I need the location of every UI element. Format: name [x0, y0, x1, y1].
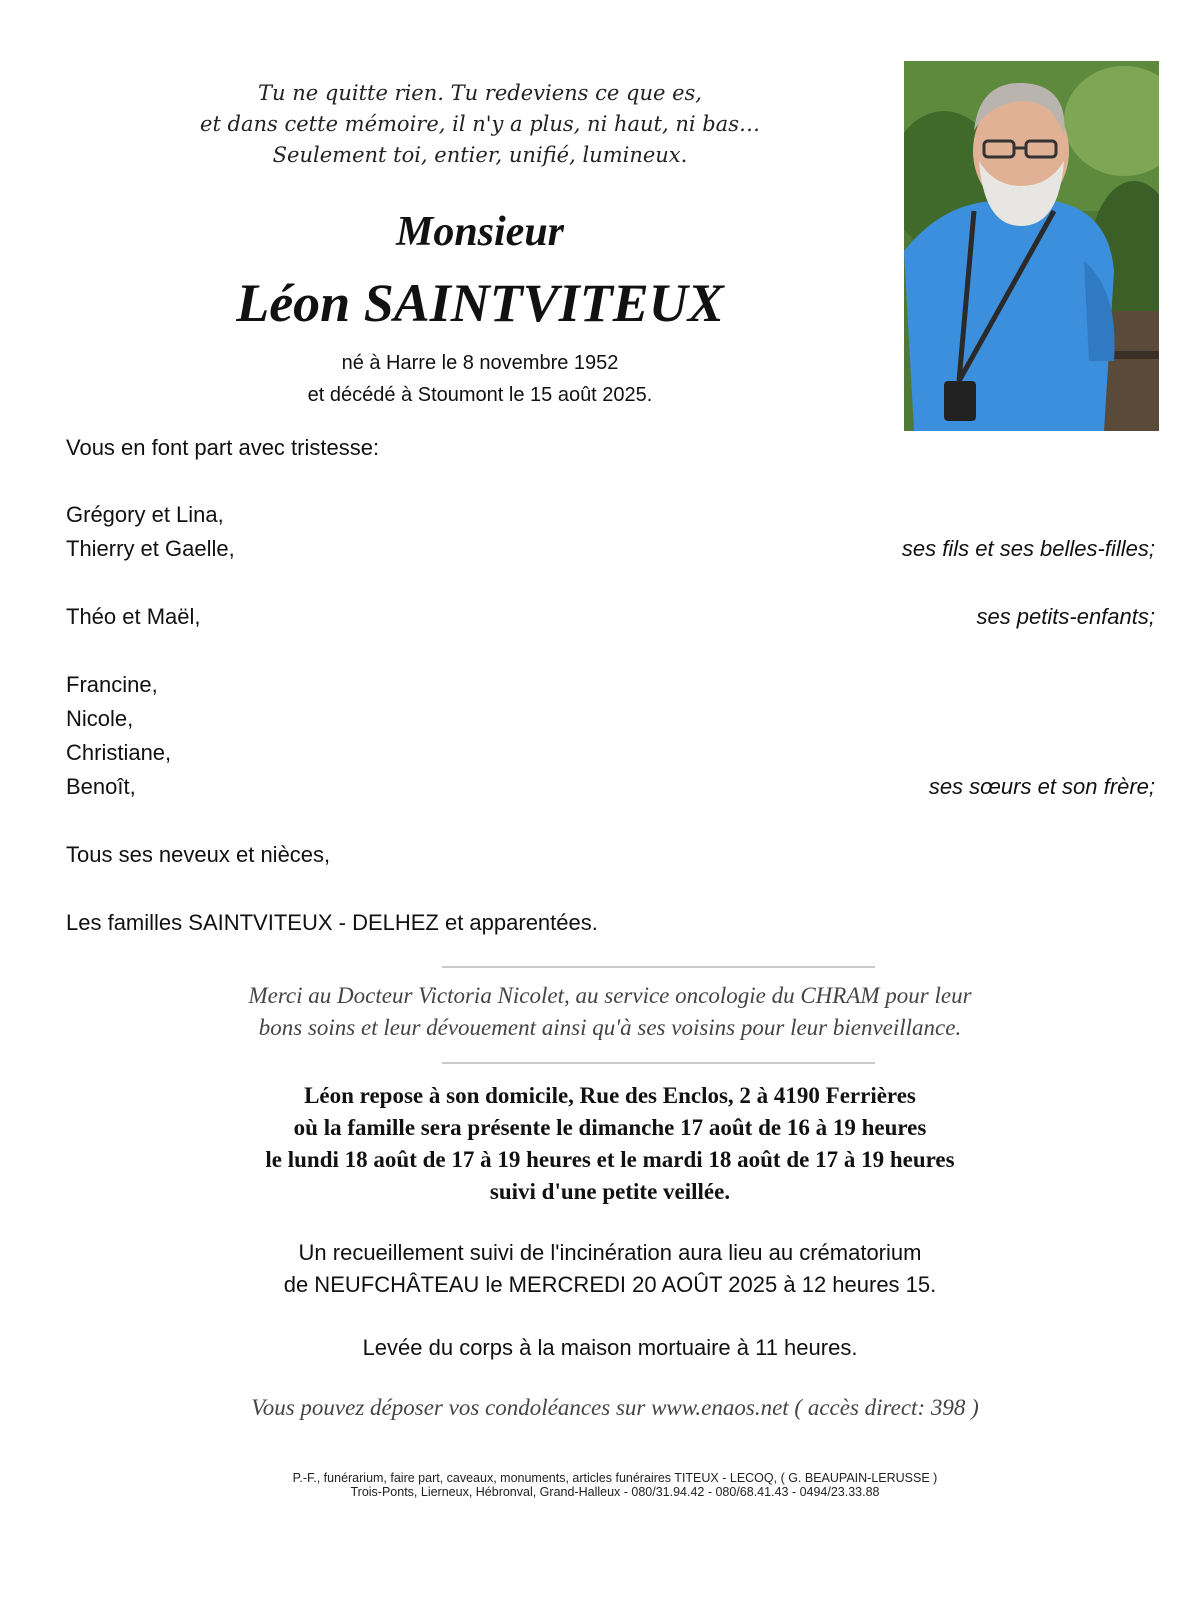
portrait-illustration	[904, 61, 1159, 431]
family-relation: ses petits-enfants;	[976, 604, 1155, 629]
family-row	[66, 774, 1155, 808]
death-line: et décédé à Stoumont le 15 août 2025.	[307, 384, 653, 406]
thanks-line: Merci au Docteur Victoria Nicolet, au service oncologie du CHRAM pour leur	[248, 983, 972, 1008]
poem-line: Tu ne quitte rien. Tu redeviens ce que es,	[258, 81, 702, 105]
family-row	[66, 672, 1155, 706]
family-row	[66, 910, 1155, 944]
divider	[442, 1062, 875, 1064]
family-relation: ses sœurs et son frère;	[928, 774, 1155, 799]
family-names: Francine,	[66, 672, 158, 697]
family-names: Les familles SAINTVITEUX - DELHEZ et apparentées.	[66, 910, 598, 935]
family-row	[66, 536, 1155, 570]
epitaph-poem	[140, 78, 820, 171]
visitation-line: où la famille sera présente le dimanche 17 août de 16 à 19 heures	[293, 1115, 927, 1140]
deceased-name: Léon SAINTVITEUX	[236, 273, 724, 333]
family-relation: ses fils et ses belles-filles;	[901, 536, 1155, 561]
ceremony-line: de NEUFCHÂTEAU le MERCREDI 20 AOÛT 2025 à 12 heures 15.	[283, 1272, 937, 1297]
visitation-line: suivi d'une petite veillée.	[489, 1179, 731, 1204]
poem-line: Seulement toi, entier, unifié, lumineux.	[272, 143, 688, 167]
ceremony-line: Un recueillement suivi de l'incinération aura lieu au crématorium	[298, 1240, 922, 1265]
visitation-info	[160, 1080, 1060, 1208]
birth-death-dates	[140, 347, 820, 411]
family-row	[66, 706, 1155, 740]
divider	[442, 966, 875, 968]
visitation-line: Léon repose à son domicile, Rue des Enclos, 2 à 4190 Ferrières	[304, 1083, 916, 1108]
family-row	[66, 842, 1155, 876]
condolences-note: Vous pouvez déposer vos condoléances sur www.enaos.net ( accès direct: 398 )	[251, 1395, 979, 1420]
family-names: Tous ses neveux et nièces,	[66, 842, 331, 867]
poem-line: et dans cette mémoire, il n'y a plus, ni haut, ni bas…	[200, 112, 760, 136]
civility: Monsieur	[395, 209, 565, 255]
funeral-home-footer	[150, 1471, 1080, 1499]
family-names: Nicole,	[66, 706, 134, 731]
footer-line: Trois-Ponts, Lierneux, Hébronval, Grand-Halleux - 080/31.94.42 - 080/68.41.43 - 0494/23.33.88	[350, 1485, 880, 1499]
family-names: Benoît,	[66, 774, 136, 799]
levee-info: Levée du corps à la maison mortuaire à 11 heures.	[362, 1335, 858, 1360]
footer-line: P.-F., funérarium, faire part, caveaux, monuments, articles funéraires TITEUX - LECOQ, ( G. BEAUPAIN-LERUSSE )	[292, 1471, 938, 1485]
family-row	[66, 604, 1155, 638]
family-names: Thierry et Gaelle,	[66, 536, 235, 561]
announcement-intro: Vous en font part avec tristesse:	[66, 435, 380, 460]
visitation-line: le lundi 18 août de 17 à 19 heures et le mardi 18 août de 17 à 19 heures	[265, 1147, 955, 1172]
family-names: Théo et Maël,	[66, 604, 201, 629]
portrait-photo	[904, 61, 1159, 431]
birth-line: né à Harre le 8 novembre 1952	[341, 352, 619, 374]
family-row	[66, 502, 1155, 536]
thanks-message	[160, 980, 1060, 1044]
family-names: Grégory et Lina,	[66, 502, 224, 527]
family-names: Christiane,	[66, 740, 172, 765]
family-row	[66, 740, 1155, 774]
ceremony-info	[160, 1237, 1060, 1301]
thanks-line: bons soins et leur dévouement ainsi qu'à ses voisins pour leur bienveillance.	[258, 1015, 962, 1040]
